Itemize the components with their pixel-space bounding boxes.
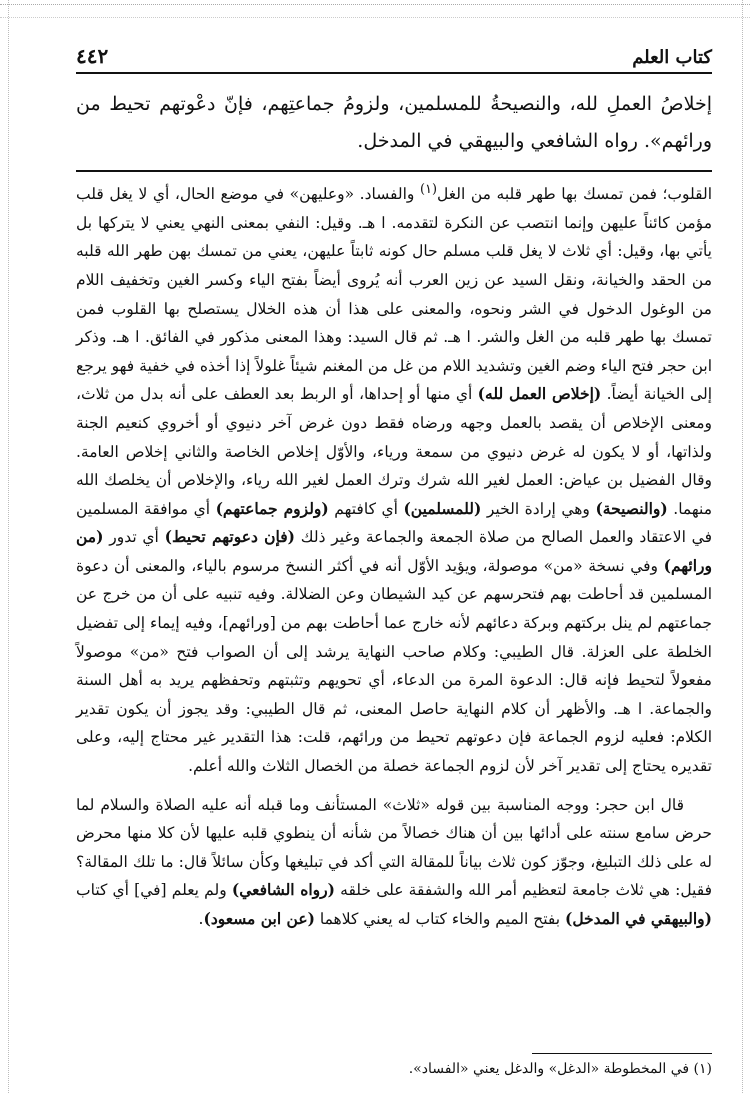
commentary-text: والفساد. «وعليهن» في موضع الحال، أي لا يغل قلب مؤمن كائناً عليهن وإنما انتصب عن النكرة لتقدمه. ا هـ. وقيل: النفي بمعنى النهي يعني لا يتركها بل يأتي بها، وقيل: أي ثلاث لا يغل قلب مسلم حال كونه ثابتاً عليهن، يعني من تمسك بهن طهر الله قلبه من الحقد والخيانة، ونقل السيد عن زين العرب أنه يُروى أيضاً بفتح الياء وكسر الغين وتخفيف اللام من الوغول الدخول في الشر ونحوه، والمعنى على هذا أن هذه الخلال يستصلح بها القلوب فمن تمسك بها طهر قلبه من الغل والشر. ا هـ. ثم قال السيد: وهذا المعنى مذكور في الفائق. ا هـ. وذكر ابن حجر فتح الياء وضم الغين وتشديد اللام من غل من المغنم شيئاً غلولاً إذا أخذه في خفية فهو يرجع إلى الخيانة أيضاً. xyxy=(76,185,713,404)
footnote-divider xyxy=(532,1053,712,1054)
page-header xyxy=(76,36,712,74)
footnote-number: (١) xyxy=(693,1061,712,1077)
top-border-decoration xyxy=(0,4,750,18)
commentary-text: أي كافتهم xyxy=(328,499,404,518)
commentary-text: أي منها أو إحداها، أو الربط بعد العطف على أنه بدل من ثلاث، ومعنى الإخلاص أن يقصد بالعمل وجهه ورضاه فقط دون غرض آخر دنيوي أو أخروي كنعيم الجنة ولذاتها، أو لا يكون له غرض دنيوي من سمعة ورياء، والأوّل إخلاص الخاصة والثاني إخلاص العامة. وقال الفضيل بن عياض: العمل لغير الله شرك وترك العمل لغير الله رياء، والإخلاص أن يخلصك الله منهما. xyxy=(76,385,712,518)
section-divider xyxy=(76,170,712,172)
commentary-text: أي تدور xyxy=(103,528,165,547)
commentary-paragraph-1 xyxy=(76,176,712,781)
quoted-phrase: (عن ابن مسعود) xyxy=(203,909,315,928)
quoted-phrase: (ولزوم جماعتهم) xyxy=(215,498,329,518)
commentary-text: أي موافقة المسلمين في الاعتقاد والعمل الصالح من صلاة الجمعة والجماعة وغير ذلك xyxy=(76,499,713,547)
footnote xyxy=(76,1061,712,1077)
footnote-marker: (١) xyxy=(420,182,438,197)
commentary xyxy=(76,176,712,934)
quoted-phrase: (إخلاص العمل لله) xyxy=(477,384,602,404)
left-margin-line xyxy=(8,0,9,1093)
commentary-text: القلوب؛ فمن تمسك بها طهر قلبه من الغل xyxy=(437,185,712,204)
commentary-paragraph-2 xyxy=(76,791,712,934)
commentary-text: ولم يعلم [في] أي كتاب xyxy=(76,881,232,900)
page-number: ٤٤٢ xyxy=(76,44,109,68)
quoted-phrase: (والبيهقي في المدخل) xyxy=(564,909,712,928)
commentary-text: . xyxy=(198,910,204,928)
right-margin-line xyxy=(742,0,743,1093)
quoted-phrase: (من ورائهم) xyxy=(76,527,712,575)
commentary-text: وفي نسخة «من» موصولة، ويؤيد الأوّل أنه في أكثر النسخ مرسوم بالياء، والمعنى أن دعوة المسلمين قد أحاطت بهم فتحرسهم عن كيد الشيطان وعن الضلالة. وفيه تنبيه على أن من خرج عن جماعتهم لم ينل بركتهم وبركة دعائهم لأنه خارج عما أحاطت بهم من [ورائهم]، وفيه إيماء إلى تفضيل الخلطة على العزلة. قال الطيبي: وكلام صاحب النهاية يرشد إلى أن الصواب فتح «من» موصولاً مفعولاً لتحيط فإنه قال: الدعوة المرة من الدعاء، أي تحويهم وتثبتهم وتحفظهم يريد به أهل السنة والجماعة. ا هـ. والأظهر أن كلام النهاية حاصل المعنى، ثم قال الطيبي: وقد يجوز أن يكون تقدير الكلام: فعليه لزوم الجماعة فإن دعوتهم تحيط من ورائهم، قلت: هذا التقدير غير محتاج إليه، وعلى تقديره يحتاج إلى تقدير آخر لأن لزوم الجماعة خصلة من الخصال الثلاث والله أعلم. xyxy=(76,556,712,776)
quoted-phrase: (والنصيحة) xyxy=(595,498,668,518)
footnote-text: في المخطوطة «الدغل» والدغل يعني «الفساد». xyxy=(408,1061,694,1077)
quoted-phrase: (فإن دعوتهم تحيط) xyxy=(164,527,295,547)
book-title: كتاب العلم xyxy=(632,47,712,68)
commentary-text: قال ابن حجر: ووجه المناسبة بين قوله «ثلاث» المستأنف وما قبله أنه عليه الصلاة والسلام لما حرض سامع سنته على أدائها بين أن هناك خصالاً من شأنه أن ينطوي قلبه عليها لأن كلا منها محرض له على ذلك التبليغ، وجوّز كون ثلاث بياناً للمقالة التي أكد في تبليغها وكأن سائلاً قال: ما تلك المقالة؟ فقيل: هي ثلاث جامعة لتعظيم أمر الله والشفقة على خلقه xyxy=(76,795,712,900)
quoted-phrase: (للمسلمين) xyxy=(403,498,482,518)
commentary-text: بفتح الميم والخاء كتاب له يعني كلاهما xyxy=(314,910,565,928)
commentary-text: وهي إرادة الخير xyxy=(481,499,596,518)
quoted-phrase: (رواه الشافعي) xyxy=(231,880,335,900)
hadith-text: إخلاصُ العملِ لله، والنصيحةُ للمسلمين، ولزومُ جماعتِهم، فإنّ دعْوتهم تحيط من ورائهم». رواه الشافعي والبيهقي في المدخل. xyxy=(76,93,712,152)
